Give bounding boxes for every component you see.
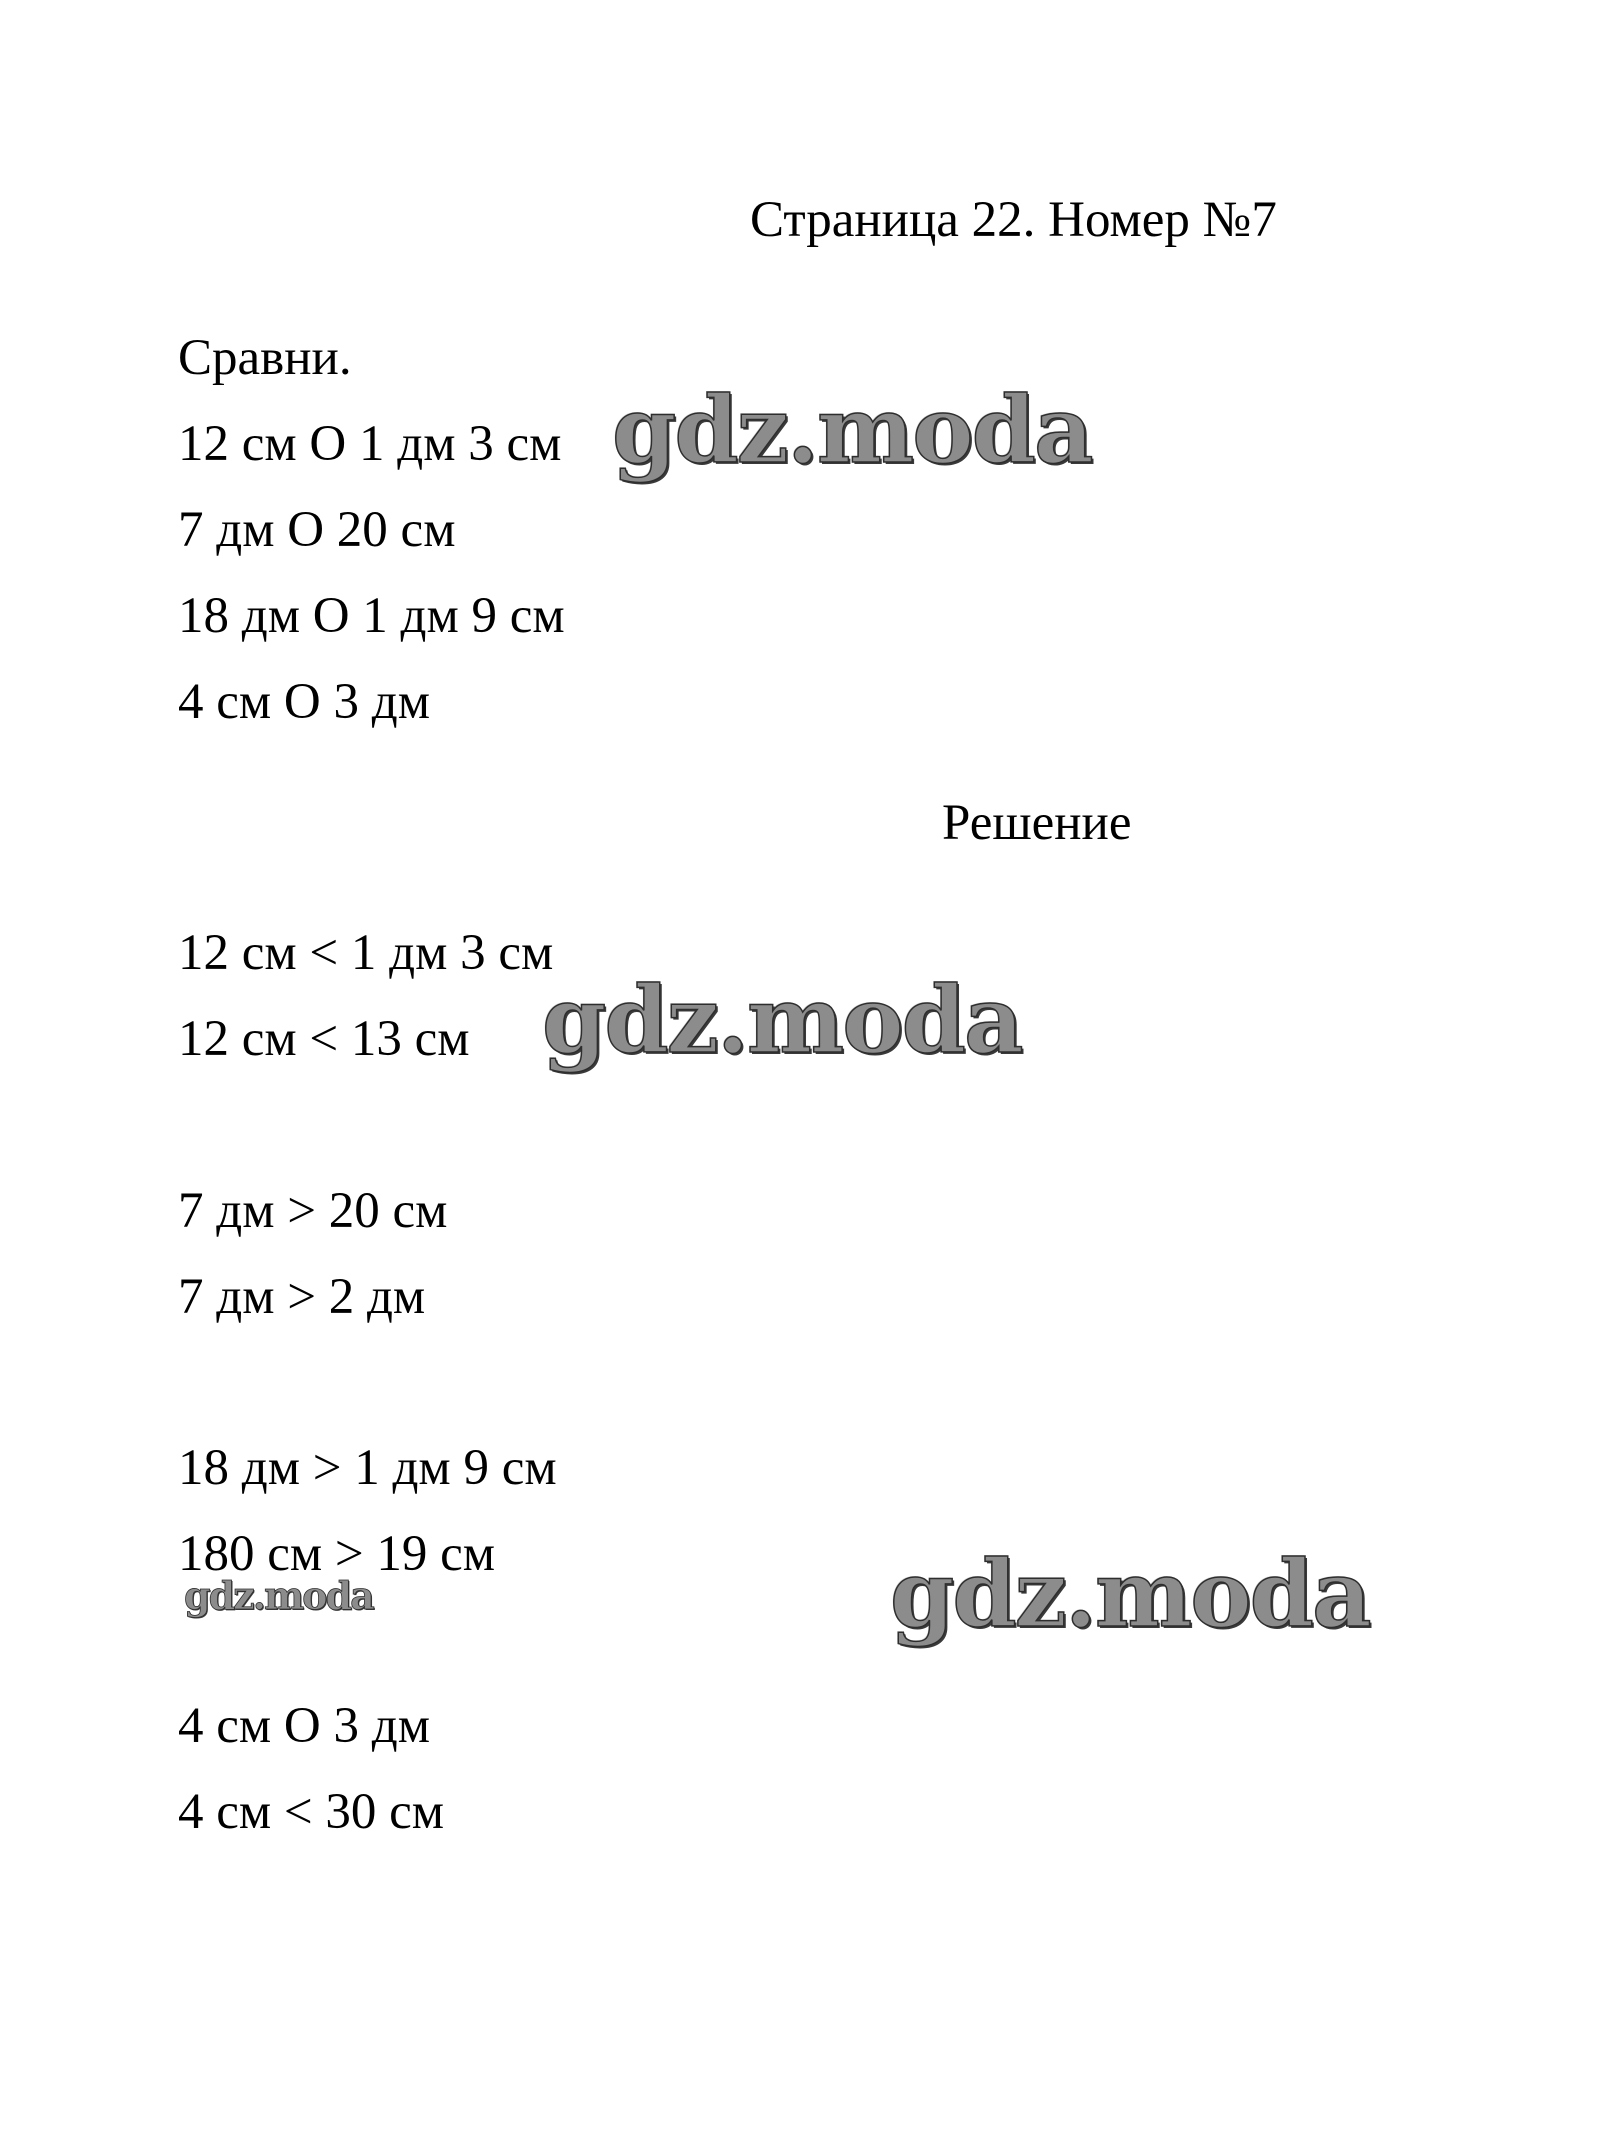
solution-line: 4 см < 30 см xyxy=(178,1784,445,1840)
page-title: Страница 22. Номер №7 xyxy=(750,192,1277,248)
solution-line: 4 см O 3 дм xyxy=(178,1698,430,1754)
watermark-logo: gdz.moda xyxy=(890,1540,1370,1648)
solution-line: 7 дм > 2 дм xyxy=(178,1269,426,1325)
solution-line: 180 см > 19 см xyxy=(178,1526,496,1582)
solution-line: 7 дм > 20 см xyxy=(178,1183,448,1239)
solution-line: 12 см < 13 см xyxy=(178,1011,470,1067)
watermark-logo: gdz.moda xyxy=(184,1573,373,1618)
solution-title: Решение xyxy=(942,795,1132,851)
task-line: 12 см O 1 дм 3 см xyxy=(178,416,562,472)
solution-line: 12 см < 1 дм 3 см xyxy=(178,925,554,981)
task-line: 4 см O 3 дм xyxy=(178,674,430,730)
watermark-logo: gdz.moda xyxy=(542,966,1022,1074)
solution-line: 18 дм > 1 дм 9 см xyxy=(178,1440,557,1496)
task-line: 18 дм O 1 дм 9 см xyxy=(178,588,565,644)
watermark-logo: gdz.moda xyxy=(612,376,1092,484)
task-instruction: Сравни. xyxy=(178,330,352,386)
task-line: 7 дм O 20 см xyxy=(178,502,456,558)
